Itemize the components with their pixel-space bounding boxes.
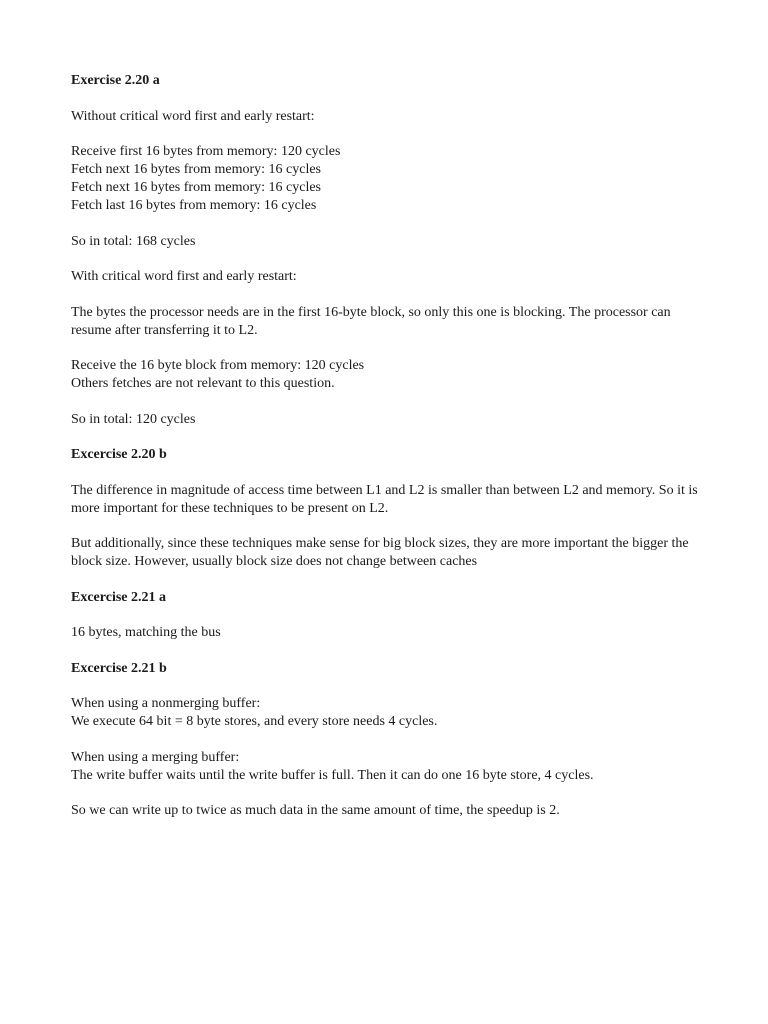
section-exercise-2-20-a <box>71 72 711 429</box>
text-line: So in total: 120 cycles <box>71 411 196 427</box>
paragraph <box>71 624 711 642</box>
text-line: We execute 64 bit = 8 byte stores, and every store needs 4 cycles. <box>71 714 438 729</box>
text-line: Without critical word first and early restart: <box>71 108 315 124</box>
text-line: Receive first 16 bytes from memory: 120 cycles <box>71 144 341 159</box>
text-line: Others fetches are not relevant to this question. <box>71 376 335 391</box>
section-heading: Exercise 2.20 a <box>71 73 160 88</box>
text-paragraph: The bytes the processor needs are in the first 16-byte block, so only this one is blocking. The processor can resume after transferring it to L2. <box>71 304 671 338</box>
text-line: So we can write up to twice as much data in the same amount of time, the speedup is 2. <box>71 803 560 818</box>
paragraph <box>71 535 711 571</box>
section-heading: Excercise 2.21 a <box>71 589 166 605</box>
paragraph <box>71 108 711 126</box>
section-exercise-2-21-b <box>71 660 711 821</box>
text-line: Fetch next 16 bytes from memory: 16 cycles <box>71 162 321 177</box>
paragraph <box>71 695 711 731</box>
paragraph <box>71 143 711 215</box>
text-line: The write buffer waits until the write buffer is full. Then it can do one 16 byte store, 4 cycles. <box>71 767 594 783</box>
section-exercise-2-21-a <box>71 589 711 643</box>
paragraph <box>71 482 711 518</box>
section-exercise-2-20-b <box>71 446 711 571</box>
text-paragraph: But additionally, since these techniques make sense for big block sizes, they are more important the bigger the block size. However, usually block size does not change between caches <box>71 536 689 569</box>
text-line: With critical word first and early restart: <box>71 269 297 284</box>
text-line: Fetch next 16 bytes from memory: 16 cycles <box>71 180 321 195</box>
text-line: When using a nonmerging buffer: <box>71 696 261 711</box>
paragraph <box>71 304 711 340</box>
paragraph <box>71 268 711 286</box>
text-line: When using a merging buffer: <box>71 749 240 765</box>
section-heading: Excercise 2.20 b <box>71 447 167 462</box>
document-page <box>71 72 711 838</box>
paragraph <box>71 802 711 820</box>
paragraph <box>71 233 711 251</box>
section-heading: Excercise 2.21 b <box>71 660 167 676</box>
text-line: 16 bytes, matching the bus <box>71 625 221 640</box>
paragraph <box>71 357 711 393</box>
text-line: Receive the 16 byte block from memory: 120 cycles <box>71 358 365 373</box>
text-paragraph: The difference in magnitude of access time between L1 and L2 is smaller than between L2 and memory. So it is more important for these techniques to be present on L2. <box>71 482 698 516</box>
text-line: Fetch last 16 bytes from memory: 16 cycles <box>71 198 317 213</box>
paragraph <box>71 749 711 785</box>
text-line: So in total: 168 cycles <box>71 233 196 249</box>
paragraph <box>71 411 711 429</box>
